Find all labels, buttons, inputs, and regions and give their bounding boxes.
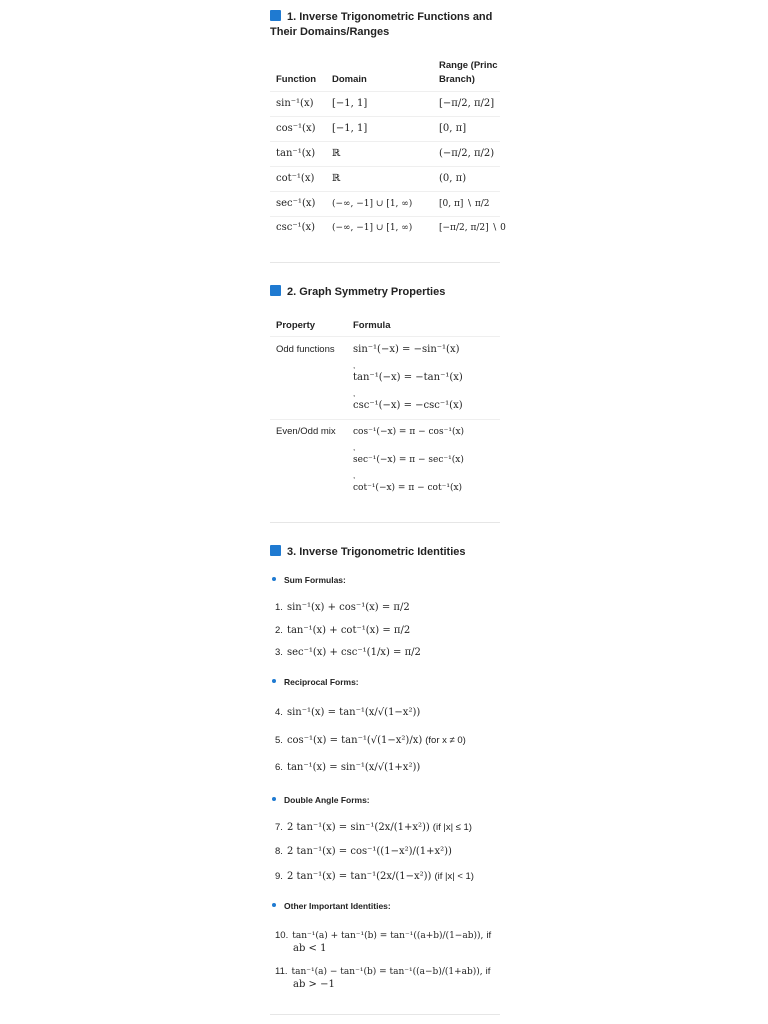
header-function: Function <box>276 74 317 85</box>
section2-title <box>270 284 445 300</box>
cell-formula: csc⁻¹(−x) = −csc⁻¹(x) <box>353 400 463 411</box>
header-range-line1: Range (Princ <box>439 60 498 71</box>
section-square-icon <box>270 10 281 21</box>
list-item: 8. 2 tan⁻¹(x) = cos⁻¹((1−x²)/(1+x²)) <box>275 846 452 857</box>
table-divider <box>270 116 500 117</box>
cell-range: (0, π) <box>439 173 467 184</box>
cell-function: sec⁻¹(x) <box>276 198 316 209</box>
group-label-other: Other Important Identities: <box>272 900 391 912</box>
bullet-icon <box>272 577 276 581</box>
cell-formula: sin⁻¹(−x) = −sin⁻¹(x) <box>353 344 460 355</box>
formula-separator: , <box>353 389 356 398</box>
cell-domain: (−∞, −1] ∪ [1, ∞) <box>332 223 413 233</box>
section-square-icon <box>270 285 281 296</box>
cell-domain: ℝ <box>332 173 341 184</box>
cell-range: [0, π] <box>439 123 467 134</box>
bullet-icon <box>272 797 276 801</box>
list-item: 2. tan⁻¹(x) + cot⁻¹(x) = π/2 <box>275 625 411 636</box>
cell-formula: cot⁻¹(−x) = π − cot⁻¹(x) <box>353 483 463 493</box>
cell-function: cos⁻¹(x) <box>276 123 316 134</box>
section3-title-text: 3. Inverse Trigonometric Identities <box>287 546 466 558</box>
table-divider <box>270 336 500 337</box>
header-range-line2: Branch) <box>439 74 475 85</box>
section1-title-line1: 1. Inverse Trigonometric Functions and <box>287 11 493 23</box>
list-item: 1. sin⁻¹(x) + cos⁻¹(x) = π/2 <box>275 602 410 613</box>
cell-function: csc⁻¹(x) <box>276 222 316 233</box>
cell-formula: cos⁻¹(−x) = π − cos⁻¹(x) <box>353 427 465 437</box>
section2-title-text: 2. Graph Symmetry Properties <box>287 286 446 298</box>
cell-formula: sec⁻¹(−x) = π − sec⁻¹(x) <box>353 455 464 465</box>
header-formula: Formula <box>353 320 391 331</box>
section-divider <box>270 522 500 523</box>
formula-separator: , <box>353 471 356 480</box>
cell-formula: tan⁻¹(−x) = −tan⁻¹(x) <box>353 372 463 383</box>
formula-separator: , <box>353 361 356 370</box>
cell-range: [−π/2, π/2] <box>439 98 495 109</box>
bullet-icon <box>272 903 276 907</box>
list-item: 7. 2 tan⁻¹(x) = sin⁻¹(2x/(1+x²)) (if |x| ≤ 1) <box>275 822 472 833</box>
section1-title-line2: Their Domains/Ranges <box>270 26 390 38</box>
group-label-reciprocal: Reciprocal Forms: <box>272 676 359 688</box>
section1-title <box>270 9 492 25</box>
section-divider <box>270 1014 500 1015</box>
section3-title <box>270 544 466 560</box>
cell-function: tan⁻¹(x) <box>276 148 316 159</box>
table-divider <box>270 191 500 192</box>
header-domain: Domain <box>332 74 367 85</box>
header-property: Property <box>276 320 316 331</box>
formula-separator: , <box>353 443 356 452</box>
table-divider <box>270 166 500 167</box>
cell-function: cot⁻¹(x) <box>276 173 315 184</box>
group-label-double-angle: Double Angle Forms: <box>272 794 370 806</box>
table-divider <box>270 216 500 217</box>
list-item: 11. tan⁻¹(a) − tan⁻¹(b) = tan⁻¹((a−b)/(1+ab)), if <box>275 966 491 977</box>
cell-domain: [−1, 1] <box>332 123 368 134</box>
group-label-sum: Sum Formulas: <box>272 574 346 586</box>
cell-domain: [−1, 1] <box>332 98 368 109</box>
cell-property: Even/Odd mix <box>276 426 336 437</box>
cell-domain: (−∞, −1] ∪ [1, ∞) <box>332 199 413 209</box>
list-item: 4. sin⁻¹(x) = tan⁻¹(x/√(1−x²)) <box>275 707 421 718</box>
cell-function: sin⁻¹(x) <box>276 98 314 109</box>
list-item-continuation: ab < 1 <box>293 943 327 954</box>
cell-domain: ℝ <box>332 148 341 159</box>
cell-range: [−π/2, π/2] ∖ 0 <box>439 223 506 233</box>
cell-range: (−π/2, π/2) <box>439 148 495 159</box>
cell-range: [0, π] ∖ π/2 <box>439 199 490 209</box>
section-divider <box>270 262 500 263</box>
list-item: 10. tan⁻¹(a) + tan⁻¹(b) = tan⁻¹((a+b)/(1−ab)), if <box>275 930 492 941</box>
list-item: 3. sec⁻¹(x) + csc⁻¹(1/x) = π/2 <box>275 647 421 658</box>
cell-property: Odd functions <box>276 344 335 355</box>
table-divider <box>270 419 500 420</box>
table-divider <box>270 91 500 92</box>
table-divider <box>270 141 500 142</box>
list-item: 6. tan⁻¹(x) = sin⁻¹(x/√(1+x²)) <box>275 762 421 773</box>
list-item: 5. cos⁻¹(x) = tan⁻¹(√(1−x²)/x) (for x ≠ 0) <box>275 735 466 746</box>
list-item-continuation: ab > −1 <box>293 979 335 990</box>
section-square-icon <box>270 545 281 556</box>
list-item: 9. 2 tan⁻¹(x) = tan⁻¹(2x/(1−x²)) (if |x| < 1) <box>275 871 474 882</box>
bullet-icon <box>272 679 276 683</box>
